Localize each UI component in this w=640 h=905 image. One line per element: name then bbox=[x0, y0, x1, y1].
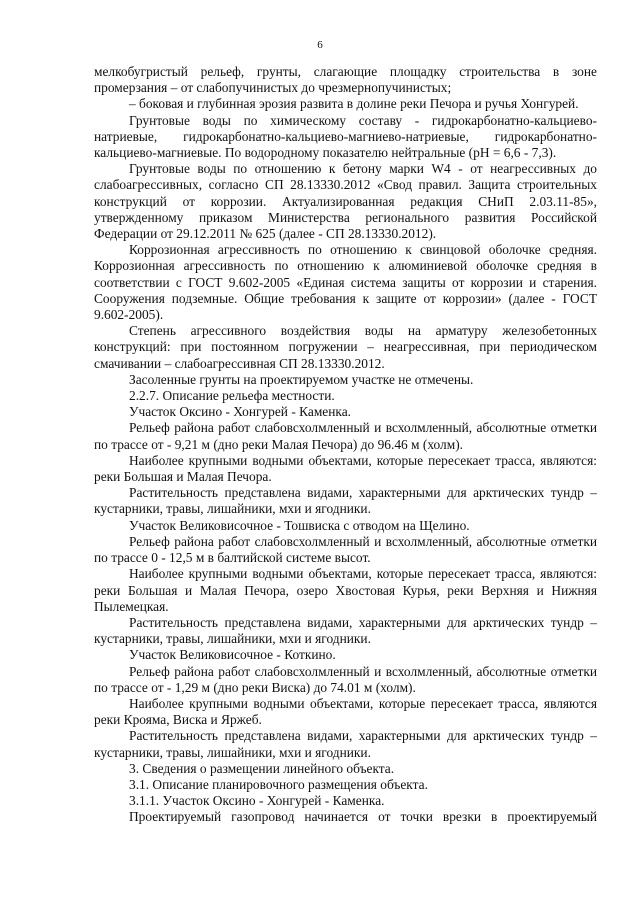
paragraph-19: Наиболее крупными водными объектами, которые пересекает трасса, являются реки Крояма, Виска и Яржеб. bbox=[94, 695, 597, 728]
page-number: 6 bbox=[317, 39, 323, 51]
paragraph-8: 2.2.7. Описание рельефа местности. bbox=[129, 388, 335, 404]
paragraph-14: Рельеф района работ слабовсхолмленный и всхолмленный, абсолютные отметки по трассе 0 - 12,5 м в балтийской системе высот. bbox=[94, 533, 597, 566]
paragraph-15: Наиболее крупными водными объектами, которые пересекает трасса, являются: реки Большая и Малая Печора, озеро Хвостовая Курья, реки Верхняя и Нижняя Пылемецкая. bbox=[94, 566, 597, 614]
paragraph-13: Участок Великовисочное - Тошвиска с отводом на Щелино. bbox=[129, 517, 470, 533]
paragraph-24: Проектируемый газопровод начинается от точки врезки в проектируемый bbox=[129, 809, 597, 825]
document-body bbox=[94, 64, 597, 826]
paragraph-4: Грунтовые воды по отношению к бетону марки W4 - от неагрессивных до слабоагрессивных, согласно СП 28.13330.2012 «Свод правил. Защита строительных конструкций от коррозии. Актуализированная редакция СНиП 2.03.11-85», утвержденному приказом Министерства регионального развития Российской Федерации от 29.12.2011 № 625 (далее - СП 28.13330.2012). bbox=[94, 161, 597, 242]
paragraph-22: 3.1. Описание планировочного размещения объекта. bbox=[129, 776, 428, 792]
paragraph-12: Растительность представлена видами, характерными для арктических тундр – кустарники, травы, лишайники, мхи и ягодники. bbox=[94, 485, 597, 517]
paragraph-11: Наиболее крупными водными объектами, которые пересекает трасса, являются: реки Большая и Малая Печора. bbox=[94, 452, 597, 485]
paragraph-21: 3. Сведения о размещении линейного объекта. bbox=[129, 760, 395, 776]
paragraph-23: 3.1.1. Участок Оксино - Хонгурей - Каменка. bbox=[129, 793, 385, 809]
paragraph-3: Грунтовые воды по химическому составу - гидрокарбонатно-кальциево-натриевые, гидрокарбонатно-кальциево-магниево-натриевые, гидрокарбонатно-кальциево-магниевые. По водородному показателю нейтральные (pH = 6,6 - 7,3). bbox=[94, 112, 597, 161]
paragraph-5: Коррозионная агрессивность по отношению к свинцовой оболочке средняя. Коррозионная агрессивность по отношению к алюминиевой оболочке средняя в соответствии с ГОСТ 9.602-2005 «Единая система защиты от коррозии и старения. Сооружения подземные. Общие требования к защите от коррозии» (далее - ГОСТ 9.602-2005). bbox=[94, 242, 597, 323]
paragraph-18: Рельеф района работ слабовсхолмленный и всхолмленный, абсолютные отметки по трассе от - 1,29 м (дно реки Виска) до 74.01 м (холм). bbox=[94, 663, 597, 695]
paragraph-2: – боковая и глубинная эрозия развита в долине реки Печора и ручья Хонгурей. bbox=[129, 96, 579, 112]
paragraph-1: мелкобугристый рельеф, грунты, слагающие площадку строительства в зоне промерзания – от слабопучинистых до чрезмернопучинистых; bbox=[94, 64, 597, 96]
paragraph-17: Участок Великовисочное - Коткино. bbox=[129, 647, 336, 663]
paragraph-9: Участок Оксино - Хонгурей - Каменка. bbox=[129, 404, 352, 420]
paragraph-7: Засоленные грунты на проектируемом участке не отмечены. bbox=[129, 371, 474, 387]
paragraph-16: Растительность представлена видами, характерными для арктических тундр – кустарники, травы, лишайники, мхи и ягодники. bbox=[94, 614, 597, 647]
paragraph-10: Рельеф района работ слабовсхолмленный и всхолмленный, абсолютные отметки по трассе от - 9,21 м (дно реки Малая Печора) до 96.46 м (холм). bbox=[94, 420, 597, 452]
paragraph-6: Степень агрессивного воздействия воды на арматуру железобетонных конструкций: при постоянном погружении – неагрессивная, при периодическом смачивании – слабоагрессивная СП 28.13330.2012. bbox=[94, 323, 597, 371]
paragraph-20: Растительность представлена видами, характерными для арктических тундр – кустарники, травы, лишайники, мхи и ягодники. bbox=[94, 728, 597, 760]
